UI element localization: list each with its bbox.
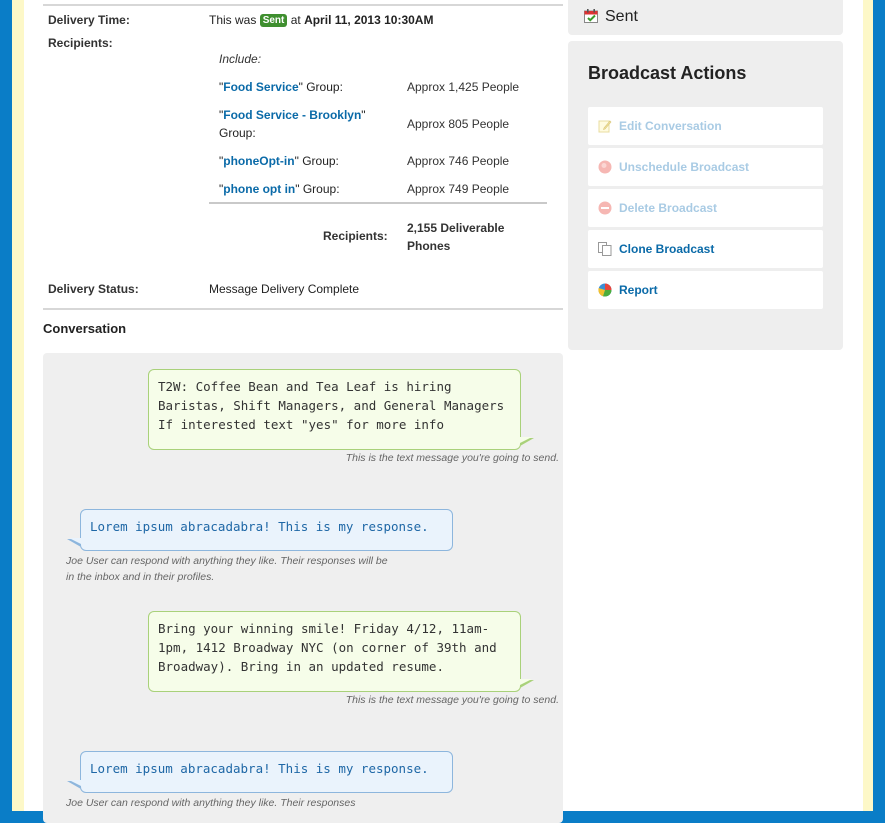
report-button[interactable] xyxy=(588,271,823,309)
group-approx: Approx 805 People xyxy=(407,117,510,131)
delete-broadcast-label: Delete Broadcast xyxy=(619,201,718,215)
clone-broadcast-button[interactable] xyxy=(588,230,823,268)
incoming-message-bubble: Lorem ipsum abracadabra! This is my response. xyxy=(80,751,453,793)
group-row-phone-opt-in xyxy=(219,180,389,198)
group-row-food-service-brooklyn xyxy=(219,106,379,142)
incoming-message-caption: Joe User can respond with anything they like. Their responses will be in the inbox and in their profiles. xyxy=(66,555,388,583)
bubble-tail xyxy=(520,438,534,446)
group-suffix: " Group: xyxy=(219,108,366,140)
bubble-tail xyxy=(67,539,81,547)
group-link-phone-opt-in[interactable]: phone opt in xyxy=(223,182,296,196)
edit-conversation-label: Edit Conversation xyxy=(619,119,722,133)
conversation-panel xyxy=(43,353,563,823)
calendar-icon xyxy=(584,9,598,23)
delivery-prefix: This was xyxy=(209,13,257,27)
group-suffix: " Group: xyxy=(295,182,340,196)
delivery-time-label: Delivery Time: xyxy=(48,13,130,27)
group-link-food-service[interactable]: Food Service xyxy=(223,80,299,94)
quote-open: " xyxy=(219,154,224,168)
status-badge: Sent xyxy=(260,14,288,27)
top-divider xyxy=(43,4,563,6)
group-approx: Approx 1,425 People xyxy=(407,80,520,94)
broadcast-actions-panel xyxy=(568,41,843,350)
broadcast-page xyxy=(24,0,863,811)
status-title: Sent xyxy=(605,8,638,25)
include-label: Include: xyxy=(219,52,262,66)
delete-broadcast-button[interactable] xyxy=(588,189,823,227)
delivery-at: at xyxy=(290,13,301,27)
recipients-label: Recipients: xyxy=(48,36,113,50)
delivery-status-label: Delivery Status: xyxy=(48,282,139,296)
pie-chart-icon xyxy=(598,283,612,297)
group-link-food-service-brooklyn[interactable]: Food Service - Brooklyn xyxy=(223,108,362,122)
unschedule-broadcast-label: Unschedule Broadcast xyxy=(619,160,750,174)
recipients-total-value: 2,155 Deliverable Phones xyxy=(407,221,505,253)
edit-conversation-button[interactable] xyxy=(588,107,823,145)
delete-icon xyxy=(598,201,612,215)
copy-icon xyxy=(598,242,612,256)
quote-open: " xyxy=(219,182,224,196)
quote-open: " xyxy=(219,108,224,122)
quote-open: " xyxy=(219,80,224,94)
group-row-phoneopt-in xyxy=(219,152,389,170)
delivery-datetime: April 11, 2013 10:30AM xyxy=(304,13,434,27)
group-link-phoneopt-in[interactable]: phoneOpt-in xyxy=(223,154,295,168)
section-divider xyxy=(43,308,563,310)
group-row-food-service xyxy=(219,78,389,96)
conversation-title: Conversation xyxy=(43,321,127,336)
recipients-total-label: Recipients: xyxy=(323,229,388,243)
group-approx: Approx 746 People xyxy=(407,154,510,168)
delivery-status-value: Message Delivery Complete xyxy=(209,282,360,296)
clone-broadcast-label: Clone Broadcast xyxy=(619,242,715,256)
delivery-time-value xyxy=(209,13,433,27)
bubble-tail xyxy=(520,680,534,688)
pencil-icon xyxy=(598,119,612,133)
status-panel xyxy=(568,0,843,35)
red-dot-icon xyxy=(598,160,612,174)
bubble-tail xyxy=(67,781,81,789)
broadcast-actions-title: Broadcast Actions xyxy=(588,63,747,83)
incoming-message-caption: Joe User can respond with anything they like. Their responses xyxy=(66,797,356,809)
recipients-divider xyxy=(209,202,547,204)
group-suffix: " Group: xyxy=(298,80,343,94)
incoming-message-bubble: Lorem ipsum abracadabra! This is my response. xyxy=(80,509,453,551)
group-approx: Approx 749 People xyxy=(407,182,510,196)
report-label: Report xyxy=(619,283,658,297)
outgoing-message-bubble: T2W: Coffee Bean and Tea Leaf is hiring Baristas, Shift Managers, and General Managers If interested text "yes" for more info xyxy=(148,369,521,450)
outgoing-message-caption: This is the text message you're going to send. xyxy=(345,694,559,706)
outgoing-message-bubble: Bring your winning smile! Friday 4/12, 11am-1pm, 1412 Broadway NYC (on corner of 39th and Broadway). Bring in an updated resume. xyxy=(148,611,521,692)
outgoing-message-caption: This is the text message you're going to send. xyxy=(345,452,559,464)
group-suffix: " Group: xyxy=(294,154,339,168)
unschedule-broadcast-button[interactable] xyxy=(588,148,823,186)
